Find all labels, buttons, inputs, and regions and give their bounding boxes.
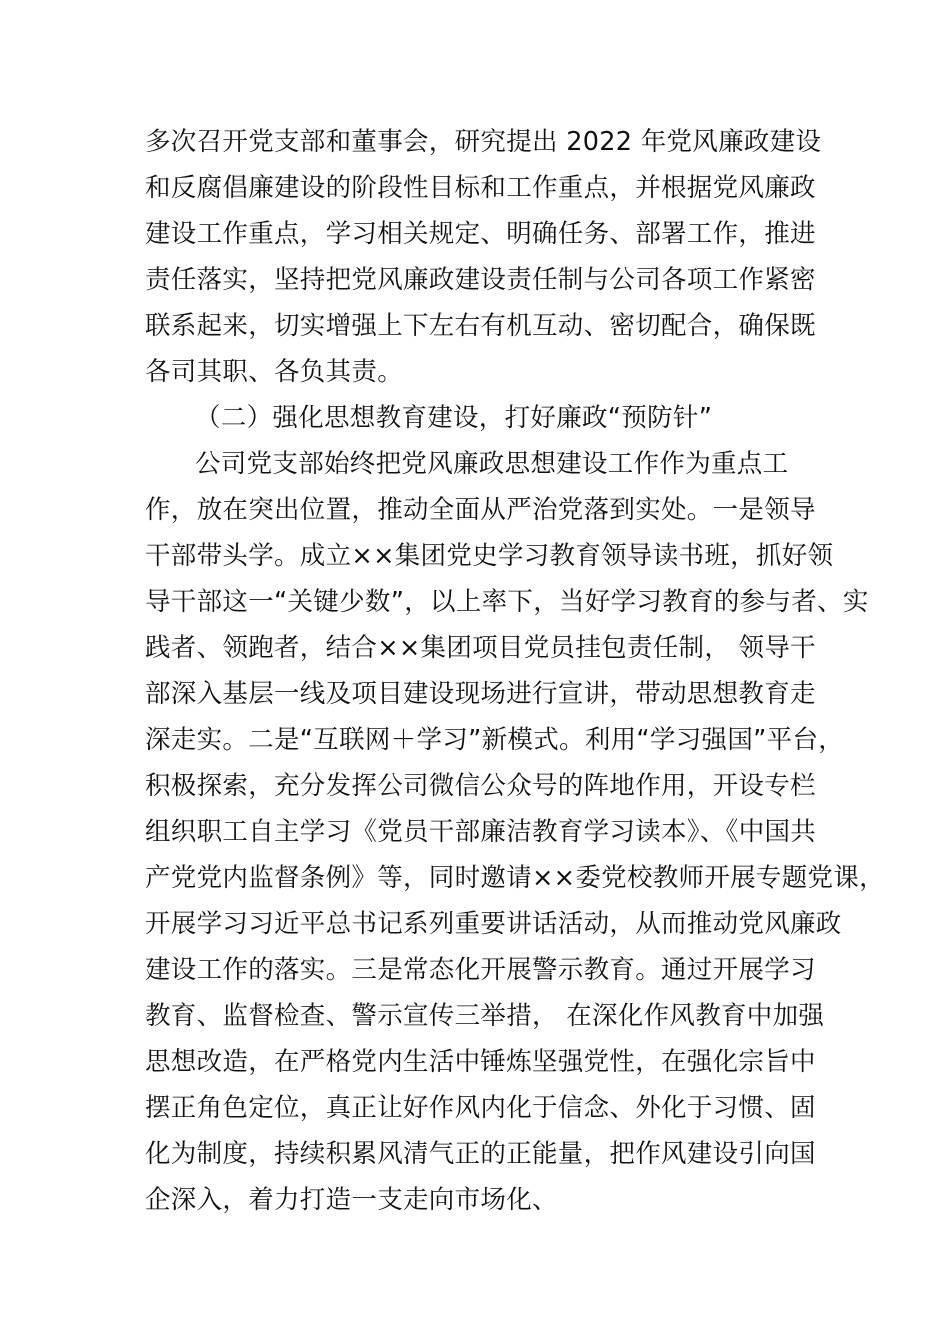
paragraph-line-4: 责任落实，坚持把党风廉政建设责任制与公司各项工作紧密	[145, 265, 816, 295]
paragraph-line-22: 化为制度，持续积累风清气正的正能量，把作风建设引向国	[145, 1139, 816, 1169]
paragraph-line-17: 开展学习习近平总书记系列重要讲话活动，从而推动党风廉政	[145, 909, 842, 939]
paragraph-line-14: 积极探索，充分发挥公司微信公众号的阵地作用，开设专栏	[145, 771, 816, 801]
paragraph-line-3: 建设工作重点，学习相关规定、明确任务、部署工作，推进	[145, 219, 816, 249]
paragraph-line-1: 多次召开党支部和董事会，研究提出 2022 年党风廉政建设	[145, 127, 822, 157]
paragraph-line-20: 思想改造，在严格党内生活中锤炼坚强党性，在强化宗旨中	[145, 1047, 816, 1077]
paragraph-line-8: 作，放在突出位置，推动全面从严治党落到实处。一是领导	[145, 495, 816, 525]
paragraph-line-19: 教育、监督检查、警示宣传三举措， 在深化作风教育中加强	[145, 1001, 825, 1031]
paragraph-line-13: 深走实。二是“互联网＋学习”新模式。利用“学习强国”平台，	[145, 725, 845, 755]
paragraph-line-16: 产党党内监督条例》等，同时邀请××委党校教师开展专题党课，	[145, 863, 885, 893]
section-heading: （二）强化思想教育建设，打好廉政“预防针”	[195, 403, 713, 433]
paragraph-line-2: 和反腐倡廉建设的阶段性目标和工作重点，并根据党风廉政	[145, 173, 816, 203]
paragraph-line-9: 干部带头学。成立××集团党史学习教育领导读书班，抓好领	[145, 541, 834, 571]
paragraph-line-21: 摆正角色定位，真正让好作风内化于信念、外化于习惯、固	[145, 1093, 816, 1123]
paragraph-line-12: 部深入基层一线及项目建设现场进行宣讲，带动思想教育走	[145, 679, 816, 709]
paragraph-line-5: 联系起来，切实增强上下左右有机互动、密切配合，确保既	[145, 311, 816, 341]
paragraph-line-15: 组织职工自主学习《党员干部廉洁教育学习读本》、《中国共	[145, 817, 817, 847]
paragraph-line-18: 建设工作的落实。三是常态化开展警示教育。通过开展学习	[145, 955, 816, 985]
paragraph-line-11: 践者、领跑者，结合××集团项目党员挂包责任制， 领导干	[145, 633, 816, 663]
paragraph-line-23: 企深入，着力打造一支走向市场化、	[145, 1185, 558, 1215]
paragraph-line-6: 各司其职、各负其责。	[145, 357, 404, 387]
paragraph-line-10: 导干部这一“关键少数”，以上率下，当好学习教育的参与者、实	[145, 587, 869, 617]
paragraph-line-7: 公司党支部始终把党风廉政思想建设工作作为重点工	[195, 449, 789, 479]
